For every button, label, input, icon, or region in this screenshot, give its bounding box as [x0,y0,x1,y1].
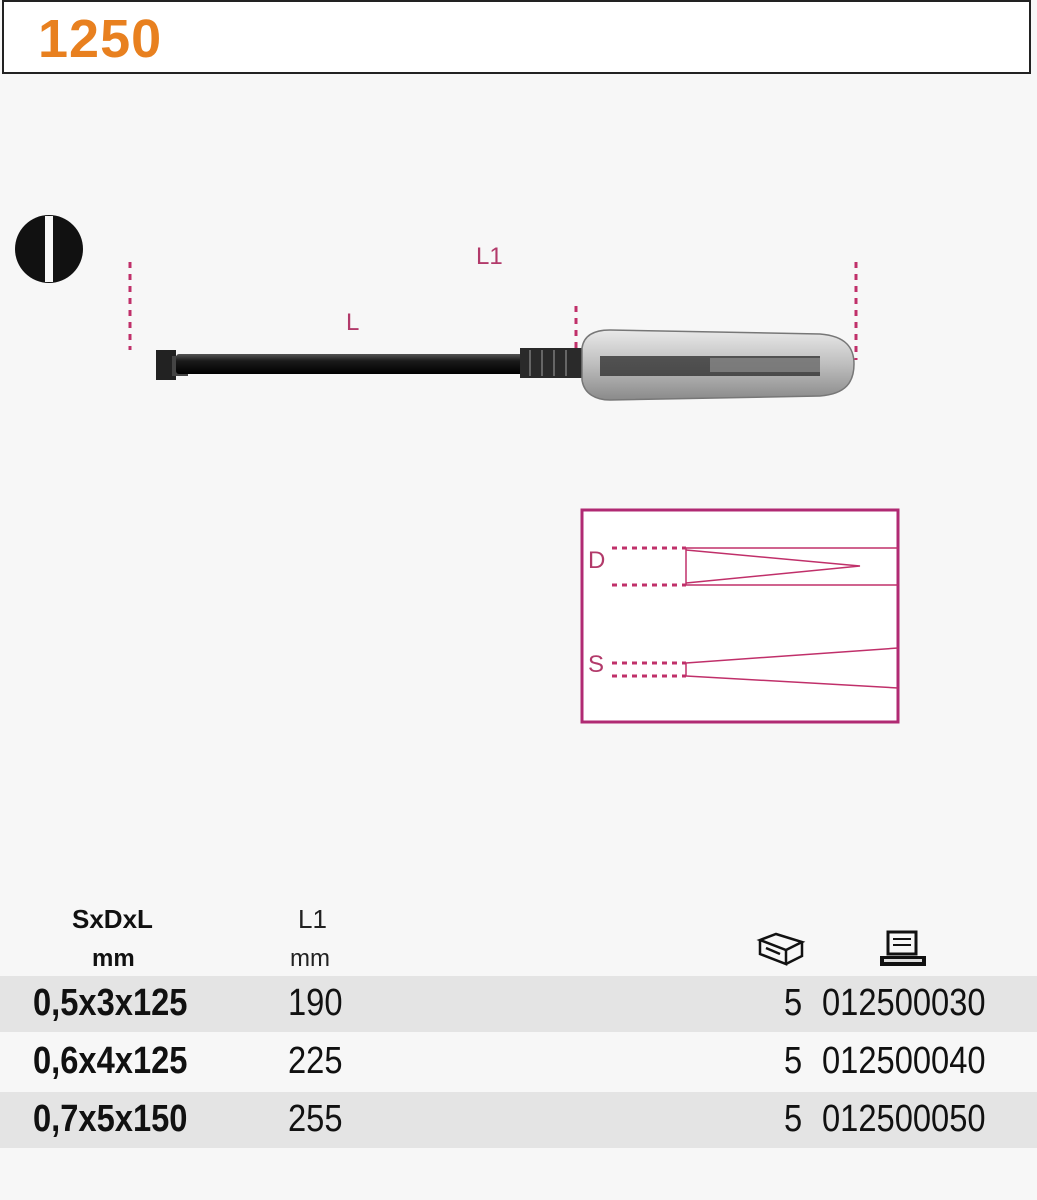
row-code: 012500050 [822,1098,986,1140]
product-header [2,0,1031,74]
row-size: 0,6x4x125 [33,1040,188,1082]
row-code: 012500030 [822,982,986,1024]
label-d: D [588,547,606,574]
row-qty: 5 [784,1040,803,1082]
row-qty: 5 [784,982,803,1024]
header-l1-unit: mm [290,945,330,972]
header-size: SxDxL [72,904,153,934]
header-l1: L1 [298,904,327,934]
table-row [0,976,1037,1032]
computer-code-icon [878,930,928,968]
label-s: S [588,651,605,678]
row-l1: 225 [288,1040,343,1082]
label-l: L [346,309,360,336]
label-l1: L1 [476,243,503,270]
row-l1: 190 [288,982,343,1024]
row-l1: 255 [288,1098,343,1140]
product-code: 1250 [38,9,163,69]
tip-detail-diagram [580,508,902,726]
header-size-unit: mm [92,945,135,972]
row-qty: 5 [784,1098,803,1140]
table-row [0,1034,1037,1090]
row-code: 012500040 [822,1040,986,1082]
screwdriver-illustration [0,230,1037,430]
table-row [0,1092,1037,1148]
row-size: 0,5x3x125 [33,982,188,1024]
row-size: 0,7x5x150 [33,1098,188,1140]
box-pack-icon [756,930,806,966]
